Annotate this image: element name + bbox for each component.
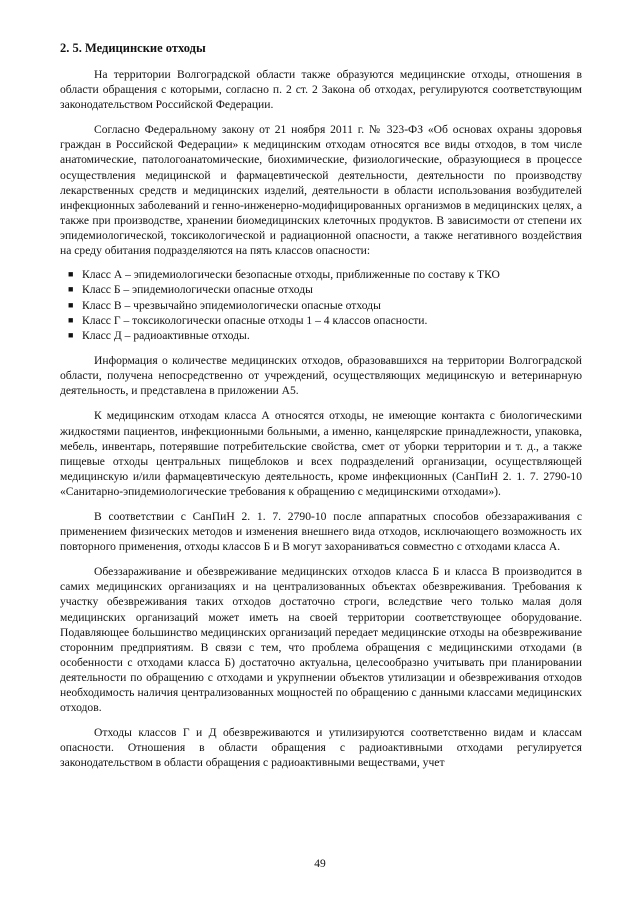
- paragraph-information: Информация о количестве медицинских отходов, образовавшихся на территории Волгоградской области, получена непосредственно от учреждений, осуществляющих медицинскую и ветеринарную деятельность, и представлена в приложении А5.: [60, 354, 582, 398]
- bullet-icon: ■: [68, 284, 74, 295]
- document-page: [60, 40, 582, 780]
- list-item-text: Класс В – чрезвычайно эпидемиологически опасные отходы: [82, 298, 381, 312]
- paragraph-disinfection: Обеззараживание и обезвреживание медицинских отходов класса Б и класса В производится в самих медицинских организациях и на централизованных объектах обезвреживания. Требования к участку обезвреживания таких отходов достаточно строги, вследствие чего только малая доля медицинских организаций может иметь на своей территории соответствующее оборудование. Подавляющее большинство медицинских организаций передает медицинские отходы на обезвреживание сторонним предприятиям. В связи с тем, что проблема обращения с медицинскими отходами (в особенности с отходами класса Б) достаточно актуальна, целесообразно учитывать при планировании деятельности по обращению с отходами и укрупнении объектов утилизации и обезвреживания отходов необходимость наличия централизованных мощностей по обращению с данными классами медицинских отходов.: [60, 565, 582, 715]
- list-item-text: Класс А – эпидемиологически безопасные отходы, приближенные по составу к ТКО: [82, 268, 500, 282]
- paragraph-intro: На территории Волгоградской области также образуются медицинские отходы, отношения в области обращения с которыми, согласно п. 2 ст. 2 Закона об отходах, регулируются соответствующим законодательством Российской Федерации.: [60, 68, 582, 112]
- bullet-icon: ■: [68, 299, 74, 310]
- section-heading: 2. 5. Медицинские отходы: [60, 41, 206, 55]
- list-item: [68, 328, 582, 343]
- paragraph-definition: Согласно Федеральному закону от 21 ноября 2011 г. № 323-ФЗ «Об основах охраны здоровья граждан в Российской Федерации» к медицинским отходам относятся все виды отходов, в том числе анатомические, патологоанатомические, биохимические, физиологические, образующиеся в процессе осуществления медицинской и фармацевтической деятельности, деятельности по производству лекарственных средств и медицинских изделий, деятельности в области использования возбудителей инфекционных заболеваний и генно-инженерно-модифицированных организмов в медицинских целях, а также при производстве, хранении биомедицинских клеточных продуктов. В зависимости от степени их эпидемиологической, токсикологической и радиационной опасности, а также негативного воздействия на среду обитания подразделяются на пять классов опасности:: [60, 123, 582, 258]
- list-item-text: Класс Д – радиоактивные отходы.: [82, 328, 250, 342]
- list-item-text: Класс Б – эпидемиологически опасные отходы: [82, 283, 313, 297]
- list-item-text: Класс Г – токсикологически опасные отходы 1 – 4 классов опасности.: [82, 313, 428, 327]
- list-item: [68, 313, 582, 328]
- paragraph-class-a: К медицинским отходам класса А относятся отходы, не имеющие контакта с биологическими жидкостями пациентов, инфекционными больными, а именно, канцелярские принадлежности, упаковка, мебель, инвентарь, потерявшие потребительские свойства, смет от уборки территории и т. д., а также пищевые отходы центральных пищеблоков и всех подразделений организации, осуществляющей медицинскую и/или фармацевтическую деятельность, кроме инфекционных (СанПиН 2. 1. 7. 2790-10 «Санитарно-эпидемиологические требования к обращению с медицинскими отходами»).: [60, 409, 582, 498]
- paragraph-class-g-d: Отходы классов Г и Д обезвреживаются и утилизируются соответственно видам и классам опасности. Отношения в области обращения с радиоактивными отходами регулируется законодательством в области обращения с радиоактивными веществами, учет: [60, 726, 582, 770]
- list-item: [68, 282, 582, 297]
- page-number: 49: [314, 858, 326, 870]
- hazard-class-list: [60, 267, 582, 343]
- list-item: [68, 267, 582, 282]
- bullet-icon: ■: [68, 329, 74, 340]
- bullet-icon: ■: [68, 269, 74, 280]
- bullet-icon: ■: [68, 314, 74, 325]
- list-item: [68, 298, 582, 313]
- paragraph-sanpin: В соответствии с СанПиН 2. 1. 7. 2790-10 после аппаратных способов обеззараживания с применением физических методов и изменения внешнего вида отходов, исключающего возможность их повторного применения, отходы классов Б и В могут захораниваться совместно с отходами класса А.: [60, 509, 582, 554]
